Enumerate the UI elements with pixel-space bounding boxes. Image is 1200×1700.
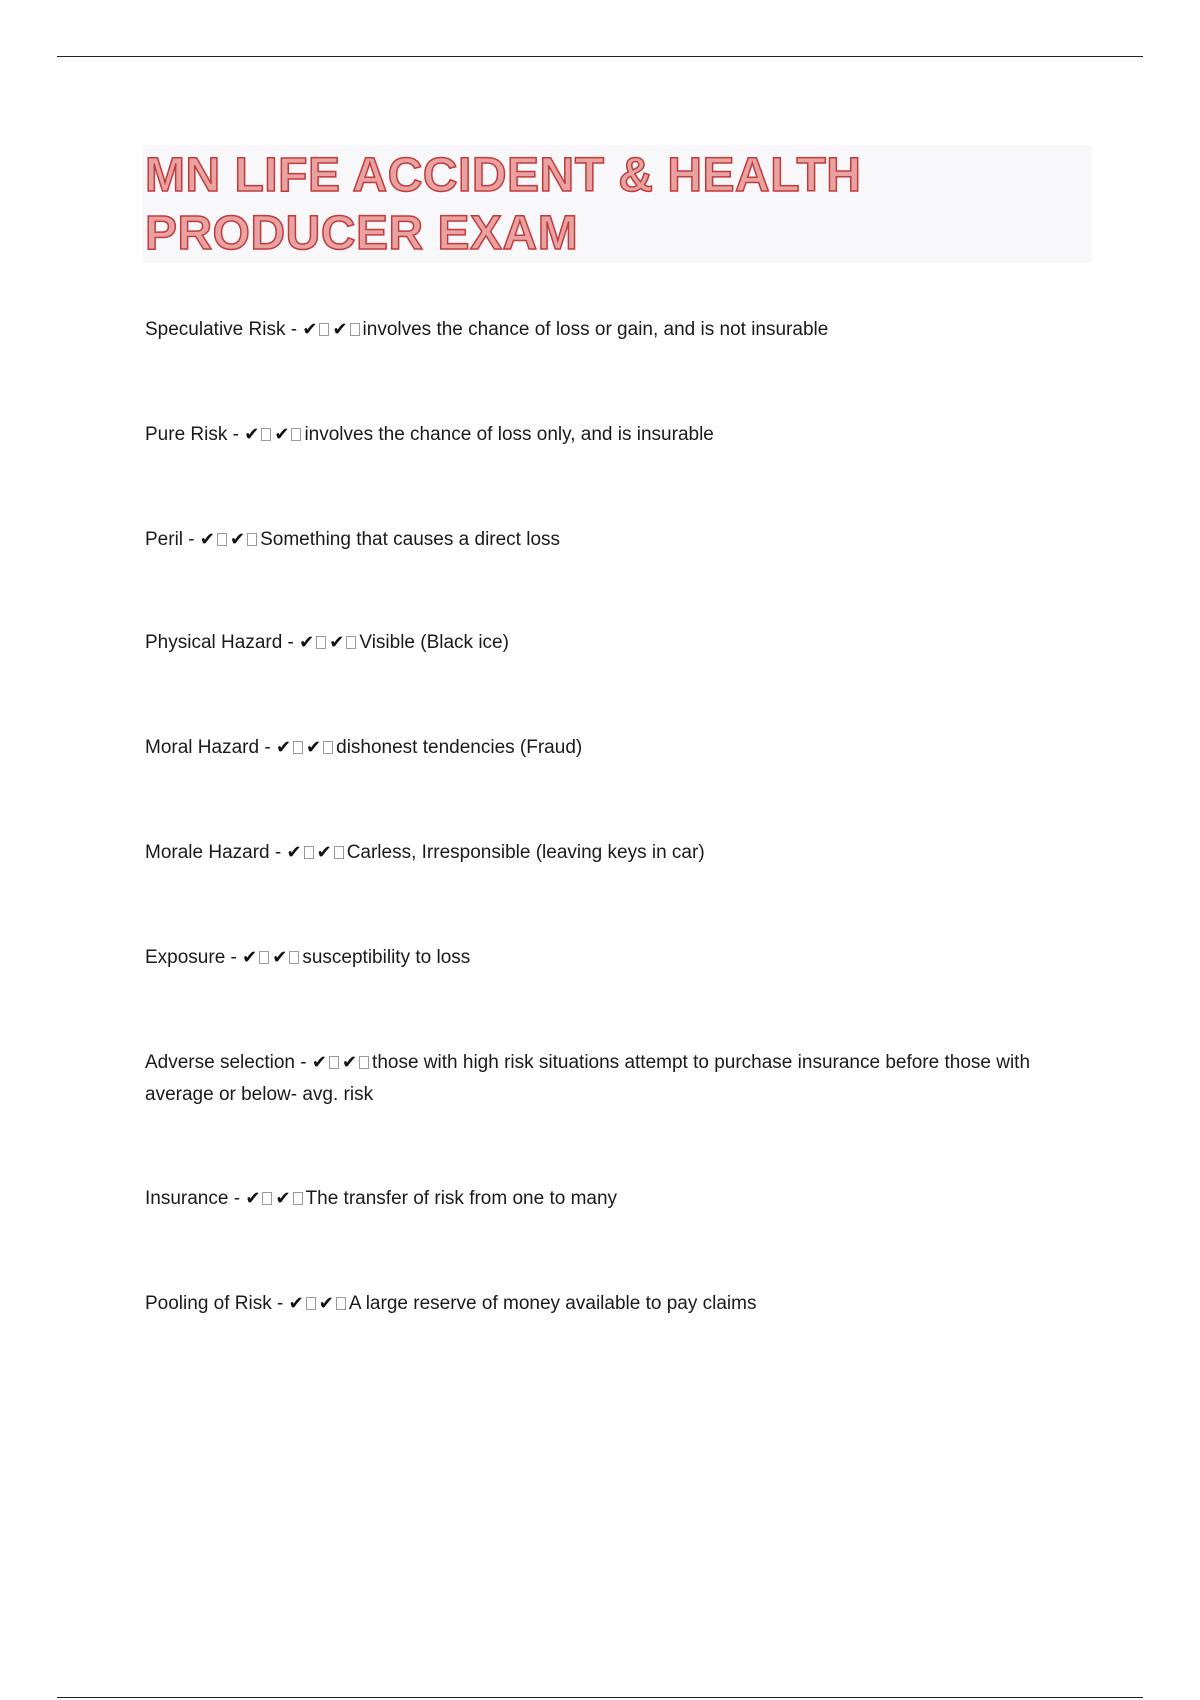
flashcard-entry bbox=[145, 1047, 1085, 1111]
flashcard-entry bbox=[145, 1183, 1085, 1215]
flashcard-entry bbox=[145, 524, 1085, 556]
check-icon: ✔ bbox=[316, 842, 332, 863]
box-glyph-icon bbox=[304, 846, 314, 859]
definition: Carless, Irresponsible (leaving keys in car) bbox=[346, 842, 705, 863]
box-glyph-icon bbox=[316, 636, 326, 649]
check-icon: ✔ bbox=[318, 1293, 334, 1314]
separator: - bbox=[285, 319, 303, 340]
separator: - bbox=[282, 632, 300, 653]
flashcard-entry bbox=[145, 419, 1085, 451]
definition: involves the chance of loss or gain, and is not insurable bbox=[362, 319, 829, 340]
document-title-line-2: PRODUCER EXAM bbox=[145, 207, 579, 260]
flashcard-entry bbox=[145, 314, 1085, 346]
definition: The transfer of risk from one to many bbox=[305, 1188, 618, 1209]
check-icon: ✔ bbox=[329, 632, 345, 653]
check-icon: ✔ bbox=[341, 1052, 358, 1073]
check-icon: ✔ bbox=[230, 529, 246, 550]
check-icon: ✔ bbox=[245, 1188, 261, 1209]
box-glyph-icon bbox=[291, 428, 301, 441]
definition: susceptibility to loss bbox=[302, 947, 471, 968]
term: Speculative Risk bbox=[145, 319, 286, 340]
check-icon: ✔ bbox=[306, 737, 322, 758]
box-glyph-icon bbox=[329, 1056, 339, 1069]
check-icon: ✔ bbox=[242, 947, 258, 968]
box-glyph-icon bbox=[217, 533, 227, 546]
definition: Something that causes a direct loss bbox=[260, 529, 561, 550]
box-glyph-icon bbox=[346, 636, 356, 649]
box-glyph-icon bbox=[306, 1297, 316, 1310]
flashcard-entry bbox=[145, 732, 1085, 764]
definition: involves the chance of loss only, and is insurable bbox=[304, 424, 714, 445]
flashcard-entry bbox=[145, 942, 1085, 974]
term: Insurance bbox=[145, 1188, 229, 1209]
separator: - bbox=[227, 424, 245, 445]
box-glyph-icon bbox=[293, 741, 303, 754]
check-icon: ✔ bbox=[299, 632, 315, 653]
term: Adverse selection bbox=[145, 1052, 295, 1073]
document-title-line-1: MN LIFE ACCIDENT & HEALTH bbox=[145, 149, 862, 202]
term: Moral Hazard bbox=[145, 737, 260, 758]
title-banner bbox=[142, 145, 1092, 263]
box-glyph-icon bbox=[289, 951, 299, 964]
term: Pooling of Risk bbox=[145, 1293, 272, 1314]
check-icon: ✔ bbox=[199, 529, 215, 550]
separator: - bbox=[294, 1052, 312, 1073]
check-icon: ✔ bbox=[286, 842, 302, 863]
check-icon: ✔ bbox=[302, 319, 318, 340]
box-glyph-icon bbox=[247, 533, 257, 546]
check-icon: ✔ bbox=[288, 1293, 304, 1314]
check-icon: ✔ bbox=[274, 424, 290, 445]
check-icon: ✔ bbox=[311, 1052, 327, 1073]
separator: - bbox=[225, 947, 243, 968]
box-glyph-icon bbox=[323, 741, 333, 754]
flashcard-entry bbox=[145, 837, 1085, 869]
term: Exposure bbox=[145, 947, 226, 968]
separator: - bbox=[228, 1188, 246, 1209]
box-glyph-icon bbox=[262, 1192, 272, 1205]
check-icon: ✔ bbox=[275, 1188, 291, 1209]
box-glyph-icon bbox=[259, 951, 269, 964]
definition: A large reserve of money available to pay claims bbox=[348, 1293, 757, 1314]
flashcard-entry bbox=[145, 1288, 1085, 1320]
box-glyph-icon bbox=[350, 323, 360, 336]
separator: - bbox=[271, 1293, 289, 1314]
definition: Visible (Black ice) bbox=[359, 632, 509, 653]
term: Morale Hazard bbox=[145, 842, 270, 863]
box-glyph-icon bbox=[336, 1297, 346, 1310]
box-glyph-icon bbox=[334, 846, 344, 859]
check-icon: ✔ bbox=[272, 947, 288, 968]
box-glyph-icon bbox=[293, 1192, 303, 1205]
check-icon: ✔ bbox=[244, 424, 260, 445]
top-rule bbox=[57, 56, 1143, 57]
term: Physical Hazard bbox=[145, 632, 283, 653]
box-glyph-icon bbox=[261, 428, 271, 441]
definition: those with high risk situations attempt to purchase insurance before those with average or below- avg. risk bbox=[145, 1052, 1031, 1105]
separator: - bbox=[269, 842, 287, 863]
box-glyph-icon bbox=[319, 323, 329, 336]
term: Peril bbox=[145, 529, 184, 550]
separator: - bbox=[183, 529, 200, 550]
bottom-rule bbox=[57, 1697, 1143, 1698]
definition: dishonest tendencies (Fraud) bbox=[336, 737, 583, 758]
flashcard-entry bbox=[145, 627, 1085, 659]
check-icon: ✔ bbox=[275, 737, 292, 758]
check-icon: ✔ bbox=[332, 319, 348, 340]
separator: - bbox=[259, 737, 276, 758]
term: Pure Risk bbox=[145, 424, 228, 445]
box-glyph-icon bbox=[359, 1056, 369, 1069]
